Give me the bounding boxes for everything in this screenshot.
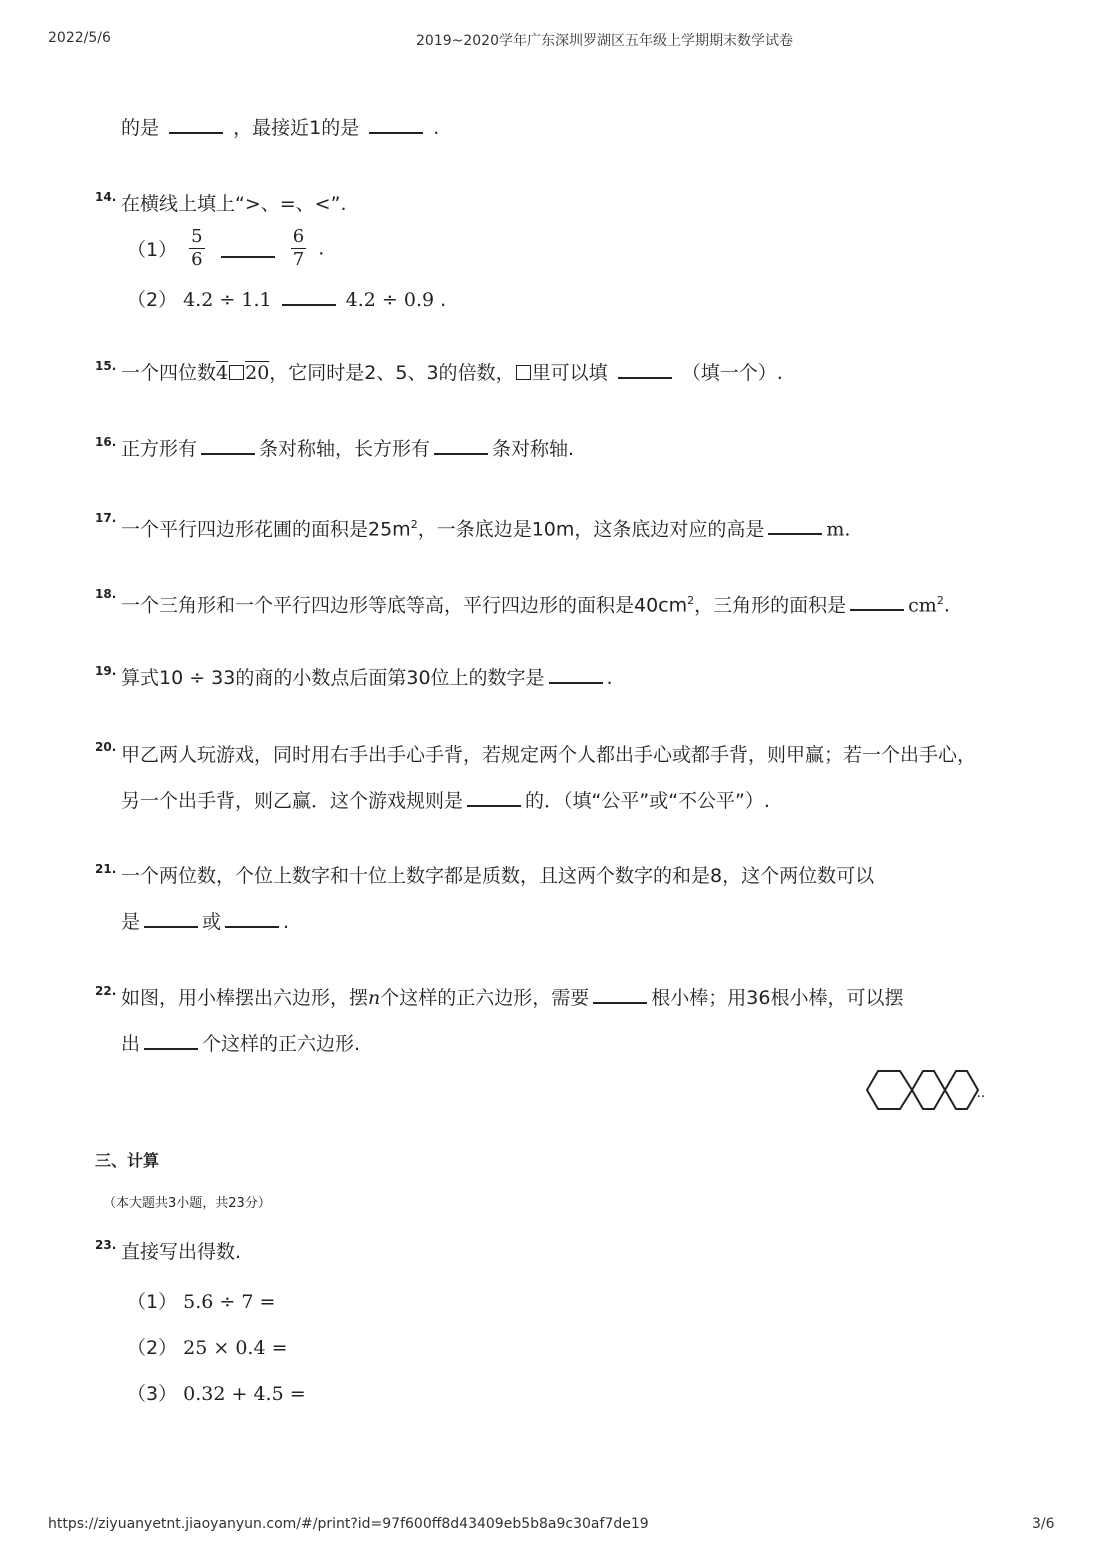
fraction: $\frac{5}{6}$ xyxy=(191,226,203,270)
expression: 4.2 ÷ 0.9 xyxy=(345,289,435,311)
footer-page: 3/6 xyxy=(1032,1516,1055,1532)
fraction: $\frac{6}{7}$ xyxy=(292,226,305,270)
box-icon xyxy=(229,365,244,380)
part-label: （1） xyxy=(127,1291,178,1313)
q15-text: 一个四位数4 20，它同时是2、5、3的倍数， 里可以填 （填一个）. xyxy=(121,362,783,384)
answer-blank[interactable] xyxy=(549,666,603,684)
answer-blank[interactable] xyxy=(369,116,423,134)
hexagon-figure xyxy=(860,1066,1010,1114)
section-note: （本大题共3小题，共23分） xyxy=(103,1196,271,1211)
q20-line1: 甲乙两人玩游戏，同时用右手出手心手背，若规定两个人都出手心或都手背，则甲赢；若一个出手心， xyxy=(121,744,977,766)
question-number: 17. xyxy=(95,511,117,525)
q14-part2: （2） 4.2 ÷ 1.1 4.2 ÷ 0.9 . xyxy=(127,289,447,311)
part-label: （1） xyxy=(127,239,178,261)
expression: 25 × 0.4 = xyxy=(183,1337,288,1359)
expression: 4.2 ÷ 1.1 xyxy=(183,289,272,311)
q13-text-c: . xyxy=(433,117,440,139)
expression: 0.32 + 4.5 = xyxy=(183,1383,306,1405)
answer-blank[interactable] xyxy=(618,361,672,379)
hexagon xyxy=(867,1071,912,1109)
answer-blank[interactable] xyxy=(850,593,904,611)
q21-line1: 一个两位数，个位上数字和十位上数字都是质数，且这两个数字的和是8，这个两位数可以 xyxy=(121,865,875,887)
q23-item xyxy=(127,1379,306,1406)
question-number: 19. xyxy=(95,664,117,678)
answer-blank[interactable] xyxy=(144,910,198,928)
header-title: 2019~2020学年广东深圳罗湖区五年级上学期期末数学试卷 xyxy=(416,33,793,49)
q22-line2: 出 个这样的正六边形. xyxy=(121,1033,361,1055)
question-number: 16. xyxy=(95,435,117,449)
q23-text: 直接写出得数. xyxy=(121,1241,242,1263)
q14-text: 在横线上填上“>、=、<”. xyxy=(121,193,347,215)
box-icon xyxy=(516,365,531,380)
q13-continuation xyxy=(121,116,439,140)
question-number: 18. xyxy=(95,587,117,601)
answer-blank[interactable] xyxy=(282,288,336,306)
answer-blank[interactable] xyxy=(201,437,255,455)
q13-text-a: 的是 xyxy=(121,117,160,139)
part-label: （2） xyxy=(127,289,178,311)
footer-url[interactable]: https://ziyuanyetnt.jiaoyanyun.com/#/print?id=97f600ff8d43409eb5b8a9c30af7de19 xyxy=(48,1516,649,1532)
q23-item xyxy=(127,1287,275,1314)
question-number: 21. xyxy=(95,862,117,876)
q22-line1: 如图，用小棒摆出六边形，摆n个这样的正六边形，需要 根小棒；用36根小棒，可以摆 xyxy=(121,987,904,1009)
answer-blank[interactable] xyxy=(169,116,223,134)
q21-line2: 是 或 . xyxy=(121,911,290,933)
overlined-number: 4 20 xyxy=(216,362,270,384)
q19-text: 算式10 ÷ 33的商的小数点后面第30位上的数字是 . xyxy=(121,667,613,689)
answer-blank[interactable] xyxy=(467,789,521,807)
question-number: 14. xyxy=(95,190,117,204)
answer-blank[interactable] xyxy=(221,240,275,258)
question-number: 22. xyxy=(95,984,117,998)
section-title: 三、计算 xyxy=(95,1151,160,1170)
part-label: （2） xyxy=(127,1337,178,1359)
q14-part1: （1） $\frac{5}{6}$ $\frac{6}{7}$ . xyxy=(127,226,325,270)
ellipsis: ... xyxy=(972,1085,986,1101)
hexagon xyxy=(912,1071,945,1109)
q17-text: 一个平行四边形花圃的面积是$25m^2$，一条底边是10m，这条底边对应的高是 m. xyxy=(121,518,851,541)
question-number: 20. xyxy=(95,740,117,754)
answer-blank[interactable] xyxy=(225,910,279,928)
q20-line2: 另一个出手背，则乙赢．这个游戏规则是 的．（填“公平”或“不公平”）. xyxy=(121,790,770,812)
answer-blank[interactable] xyxy=(593,986,647,1004)
q18-text: 一个三角形和一个平行四边形等底等高，平行四边形的面积是$40cm^2$，三角形的面积是 $cm^2$. xyxy=(121,594,950,617)
question-number: 23. xyxy=(95,1238,117,1252)
answer-blank[interactable] xyxy=(144,1032,198,1050)
question-number: 15. xyxy=(95,359,117,373)
answer-blank[interactable] xyxy=(434,437,488,455)
header-date: 2022/5/6 xyxy=(48,30,111,46)
part-label: （3） xyxy=(127,1383,178,1405)
q16-text: 正方形有 条对称轴，长方形有 条对称轴. xyxy=(121,438,575,460)
answer-blank[interactable] xyxy=(768,517,822,535)
q13-text-b: ，最接近1的是 xyxy=(233,117,360,139)
expression: 5.6 ÷ 7 = xyxy=(183,1291,276,1313)
q23-item xyxy=(127,1333,288,1360)
